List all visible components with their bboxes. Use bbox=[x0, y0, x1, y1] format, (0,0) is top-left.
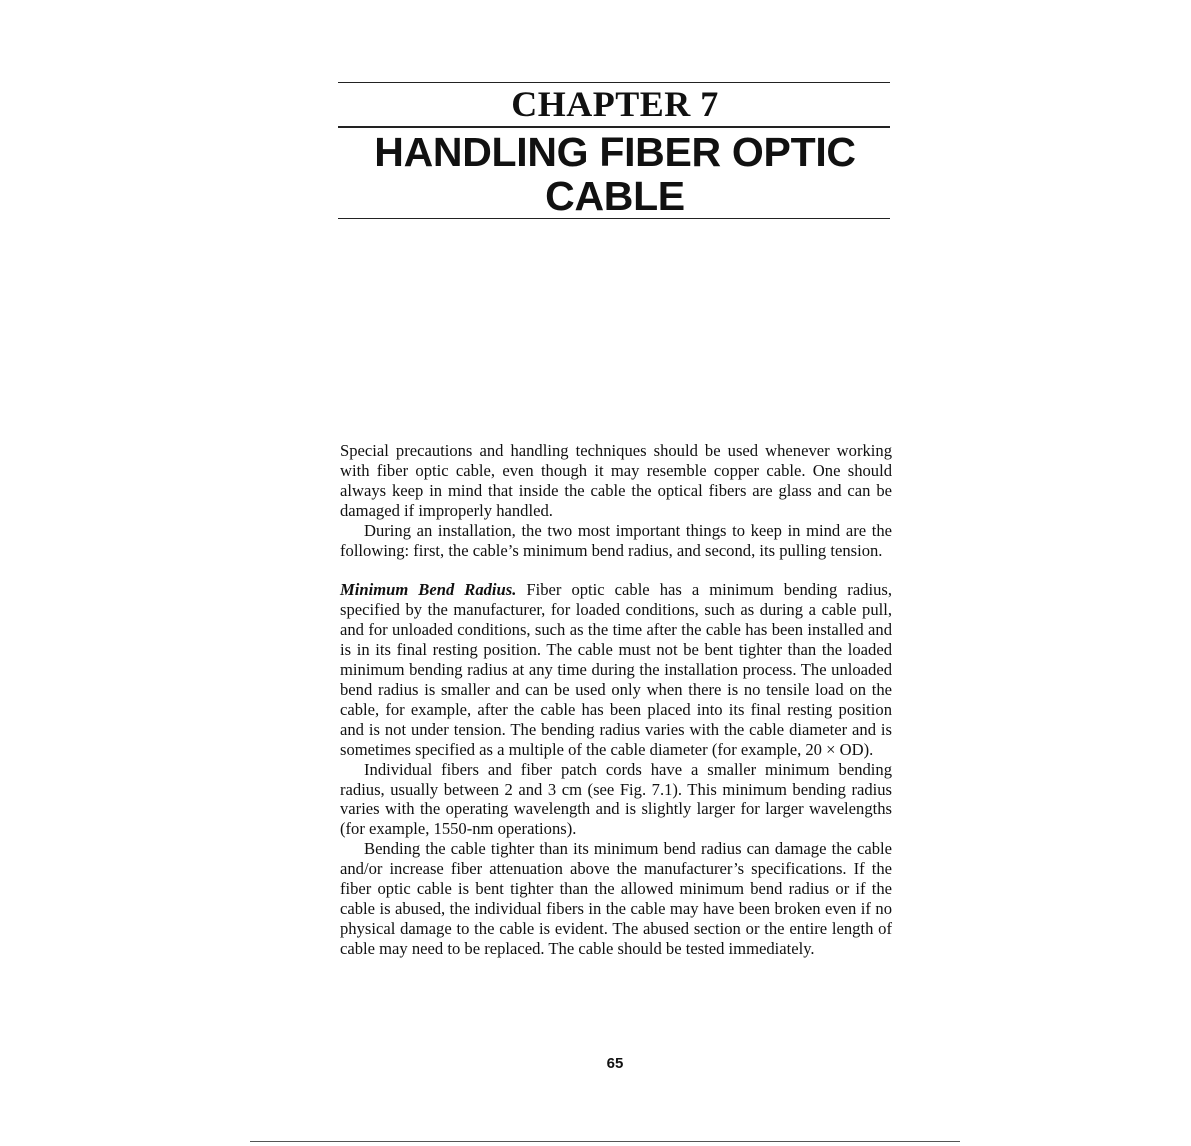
section-text: Fiber optic cable has a minimum bending radius, specified by the manufacturer, for loaded conditions, such as during a cable pull, and for unloaded conditions, such as the time after the cable has been installed and is in its final resting position. The cable must not be bent tighter than the loaded minimum bending radius at any time during the installation process. The unloaded bend radius is smaller and can be used only when there is no tensile load on the cable, for example, after the cable has been placed into its final resting position and is not under tension. The bending radius varies with the cable diameter and is sometimes specified as a multiple of the cable diameter (for example, 20 × OD). bbox=[340, 580, 893, 759]
body-text bbox=[340, 441, 892, 959]
paragraph-individual-fibers: Individual fibers and fiber patch cords have a smaller minimum bending radius, usually between 2 and 3 cm (see Fig. 7.1). This minimum bending radius varies with the operating wavelength and is slightly larger for larger wavelengths (for example, 1550-nm operations). bbox=[340, 759, 892, 839]
page-number: 65 bbox=[606, 1055, 624, 1072]
paragraph-minimum-bend-radius bbox=[340, 580, 892, 759]
paragraph-intro: Special precautions and handling techniques should be used whenever working with fiber optic cable, even though it may resemble copper cable. One should always keep in mind that inside the cable the optical fibers are glass and can be damaged if improperly handled. bbox=[340, 441, 892, 520]
chapter-title-line-2: CABLE bbox=[545, 173, 685, 219]
page-bottom-edge bbox=[250, 1141, 960, 1142]
chapter-label: CHAPTER 7 bbox=[511, 84, 719, 124]
paragraph-installation: During an installation, the two most important things to keep in mind are the following: first, the cable’s minimum bend radius, and second, its pulling tension. bbox=[340, 520, 892, 560]
title-bottom-rule bbox=[338, 218, 890, 219]
paragraph-bending-damage: Bending the cable tighter than its minimum bend radius can damage the cable and/or increase fiber attenuation above the manufacturer’s specifications. If the fiber optic cable is bent tighter than the allowed minimum bend radius or if the cable is abused, the individual fibers in the cable may have been broken even if no physical damage to the cable is evident. The abused section or the entire length of cable may need to be replaced. The cable should be tested immediately. bbox=[340, 839, 892, 958]
chapter-title-line-1: HANDLING FIBER OPTIC bbox=[374, 129, 856, 175]
chapter-title bbox=[340, 130, 890, 218]
title-rule bbox=[338, 126, 890, 128]
section-heading: Minimum Bend Radius. bbox=[340, 580, 517, 600]
